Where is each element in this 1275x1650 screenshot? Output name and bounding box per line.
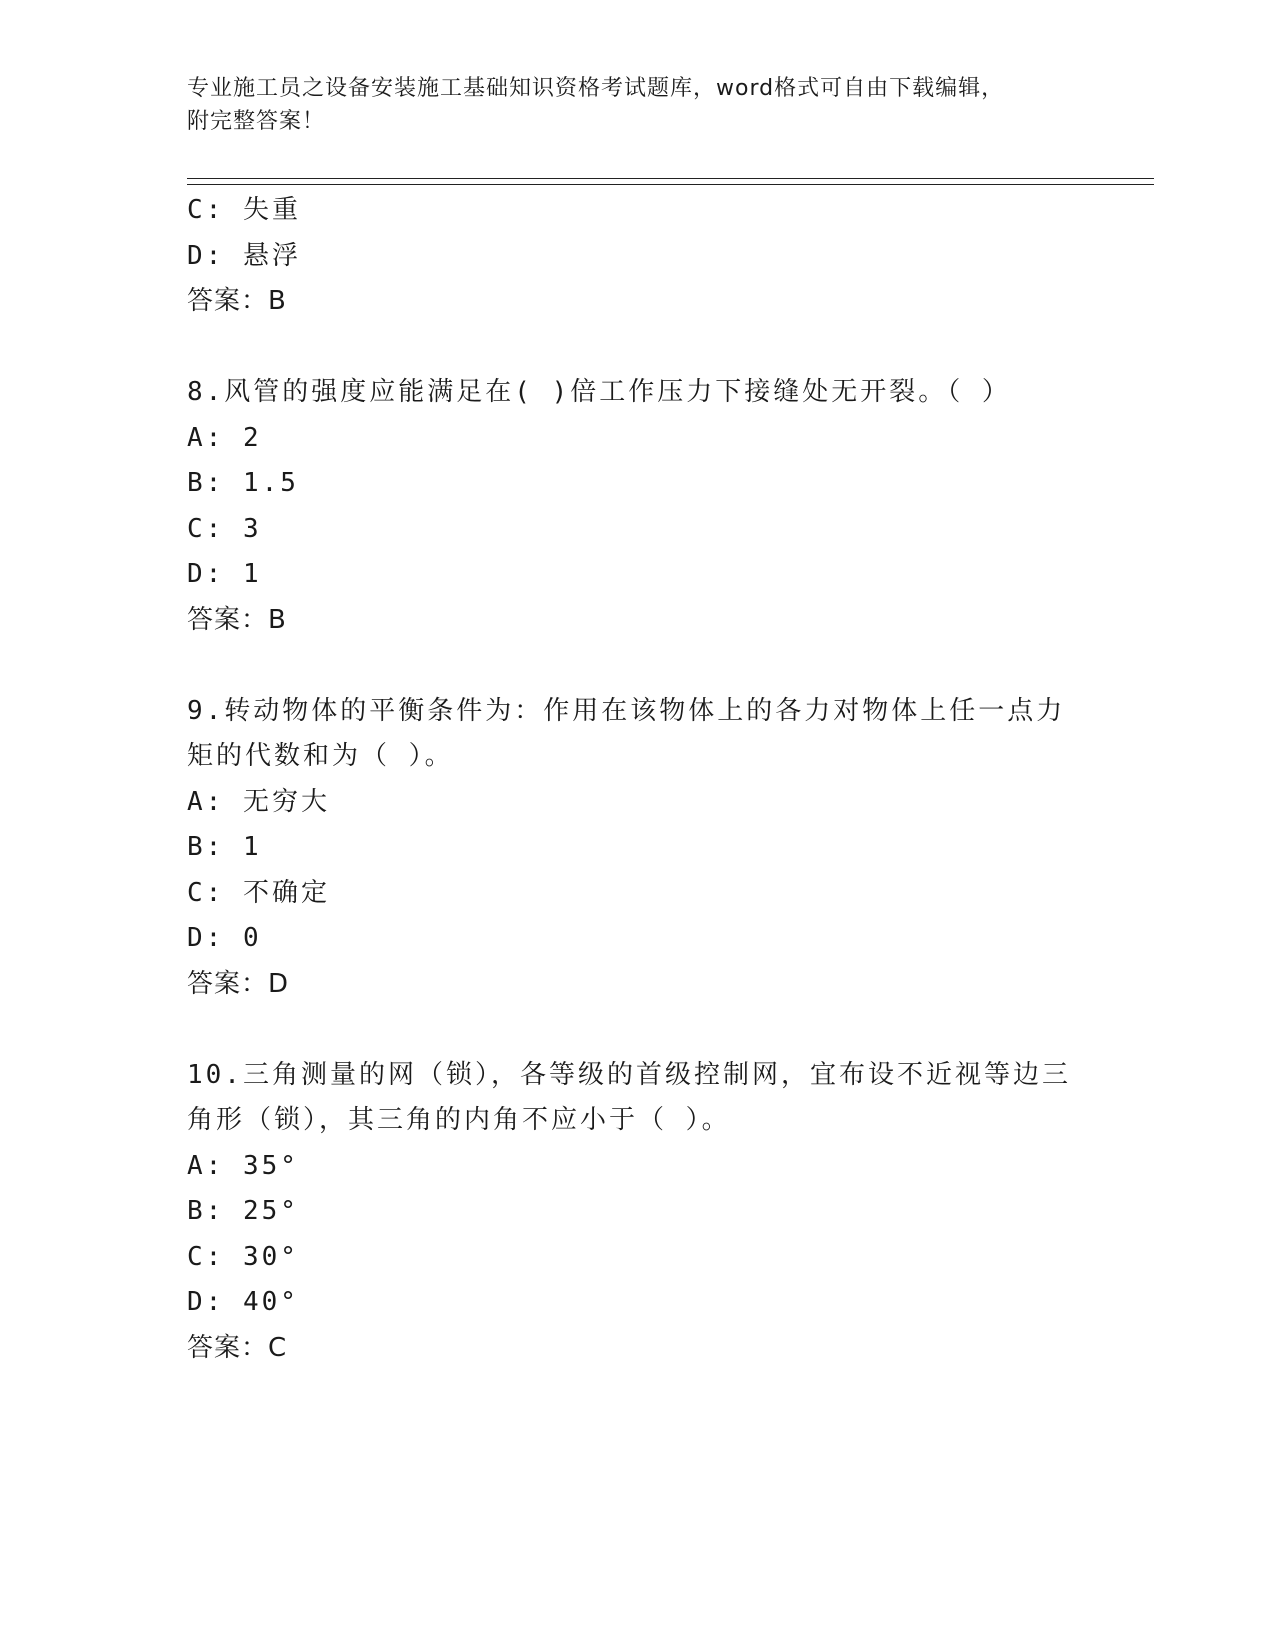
option-d: D: 40° (187, 1287, 299, 1317)
option-c: C: 30° (187, 1241, 299, 1272)
question-9 (187, 689, 1087, 1008)
stem-line: 8.风管的强度应能满足在( )倍工作压力下接缝处无开裂。（ ） (187, 377, 1011, 407)
answer-line: 答案：B (187, 604, 287, 635)
document-header (187, 72, 1087, 138)
answer-line: 答案：C (187, 1332, 288, 1363)
spacer (187, 1007, 1087, 1053)
spacer (187, 325, 1087, 371)
option-a: A: 无穷大 (187, 786, 330, 817)
option-d: D: 1 (187, 559, 262, 589)
option-d: D: 0 (187, 923, 262, 953)
header-divider (187, 178, 1154, 185)
document-body (187, 188, 1087, 1371)
header-line-2: 附完整答案！ (187, 109, 326, 134)
partial-question (187, 188, 1087, 325)
question-stem (187, 370, 1087, 416)
question-8 (187, 370, 1087, 643)
answer-line: 答案：B (187, 286, 287, 316)
question-10 (187, 1053, 1087, 1372)
header-line-1: 专业施工员之设备安装施工基础知识资格考试题库，word格式可自由下载编辑， (187, 76, 1005, 101)
question-stem (187, 1053, 1087, 1144)
stem-line: 矩的代数和为（ ）。 (187, 741, 454, 771)
option-a: A: 35° (187, 1150, 299, 1181)
stem-line: 9.转动物体的平衡条件为：作用在该物体上的各力对物体上任一点力 (187, 695, 1066, 726)
option-c: C: 3 (187, 513, 262, 544)
option-d: D: 悬浮 (187, 240, 301, 271)
option-c: C: 失重 (187, 195, 301, 225)
option-b: B: 1 (187, 832, 262, 862)
stem-line: 角形（锁），其三角的内角不应小于（ ）。 (187, 1105, 731, 1135)
question-stem (187, 689, 1087, 780)
option-b: B: 25° (187, 1196, 299, 1226)
answer-line: 答案：D (187, 968, 290, 999)
stem-line: 10.三角测量的网（锁），各等级的首级控制网，宜布设不近视等边三 (187, 1059, 1071, 1090)
option-b: B: 1.5 (187, 468, 299, 498)
option-c: C: 不确定 (187, 877, 330, 908)
spacer (187, 643, 1087, 689)
option-a: A: 2 (187, 422, 262, 453)
